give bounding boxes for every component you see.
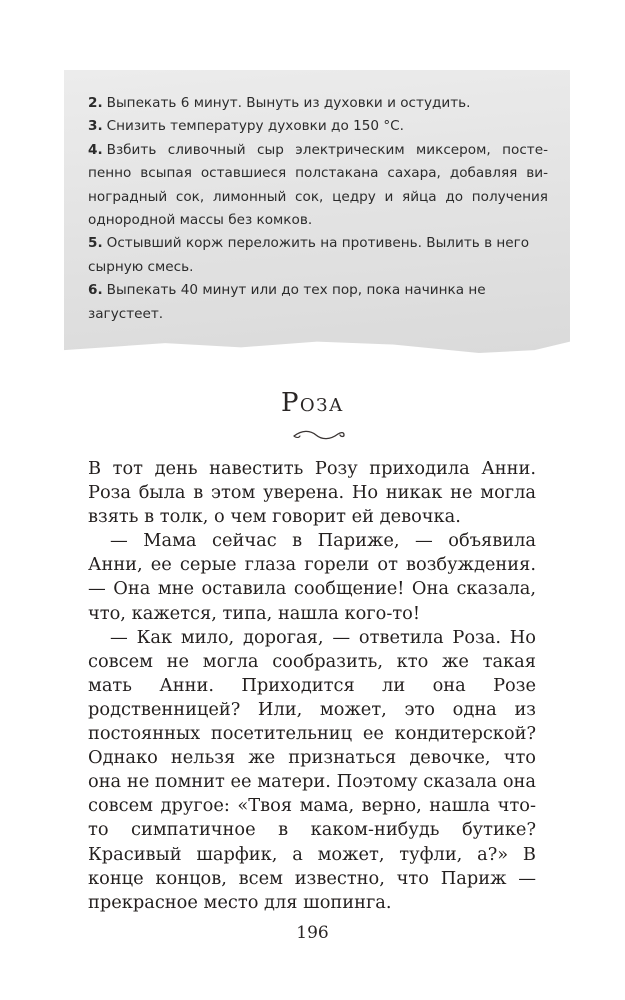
recipe-step-text: Взбить сливочный сыр электрическим миксером, постепенно всыпая оставшиеся полстакана сахара, добавляя виноградный сок, лимонный сок, цедру и яйца до получения однородной массы без комков. — [88, 141, 548, 229]
recipe-step — [88, 115, 548, 138]
recipe-step — [88, 92, 548, 115]
recipe-step-number: 3. — [88, 118, 103, 135]
recipe-step-number: 2. — [88, 95, 103, 111]
recipe-steps-list — [88, 92, 548, 326]
body-text — [88, 457, 536, 915]
recipe-step-text: Выпекать 6 минут. Вынуть из духовки и остудить. — [106, 95, 471, 111]
body-paragraph: — Мама сейчас в Париже, — объявила Анни, ее серые глаза горели от возбуждения. — Она мне оставила сообщение! Она сказала, что, кажется, типа, нашла кого-то! — [88, 530, 536, 624]
chapter-title: Роза — [280, 388, 345, 418]
swash-ornament-icon — [292, 427, 346, 443]
recipe-step-text: Остывший корж переложить на противень. Вылить в него сырную смесь. — [88, 235, 530, 275]
recipe-step-text: Выпекать 40 минут или до тех пор, пока начинка не загустеет. — [88, 282, 486, 322]
recipe-step — [88, 279, 548, 326]
body-paragraph: В тот день навестить Розу приходила Анни. Роза была в этом уверена. Но никак не могла взять в толк, о чем говорит ей девочка. — [88, 458, 536, 528]
recipe-step-text: Снизить температуру духовки до 150 °С. — [106, 118, 404, 135]
recipe-step — [88, 232, 548, 279]
recipe-step-number: 6. — [88, 282, 103, 299]
recipe-step-number: 4. — [88, 141, 103, 158]
recipe-step-number: 5. — [88, 235, 103, 252]
body-paragraph: — Как мило, дорогая, — ответила Роза. Но совсем не могла сообразить, кто же такая мать Анни. Приходится ли она Розе родственницей? Или, может, это одна из постоянных посетительниц ее кондитерской? Однако нельзя же признаться девочке, что она не помнит ее матери. Поэтому сказала она совсем другое: «Твоя мама, верно, нашла что-то симпатичное в каком-нибудь бутике? Красивый шарфик, а может, туфли, а?» В конце концов, всем известно, что Париж — прекрасное место для шопинга. — [88, 626, 536, 913]
recipe-step — [88, 139, 548, 233]
page-number: 196 — [296, 923, 329, 943]
